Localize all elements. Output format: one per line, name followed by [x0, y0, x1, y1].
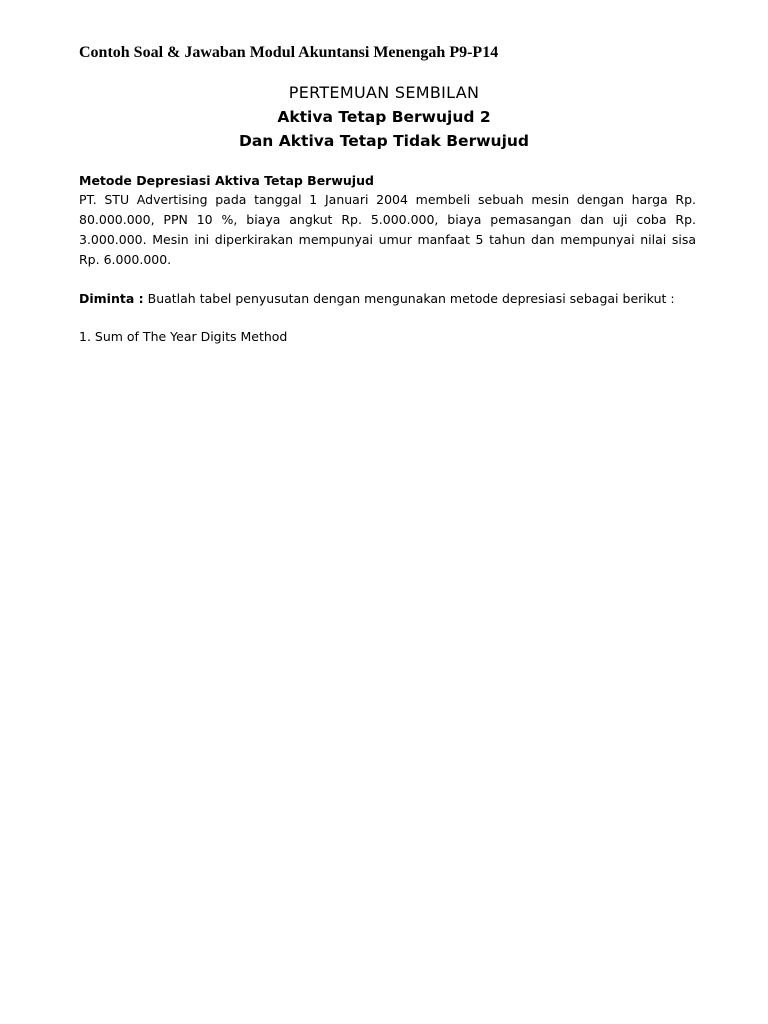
asked-label: Diminta :: [79, 291, 144, 306]
meeting-title: PERTEMUAN SEMBILAN: [288, 83, 480, 102]
subtitle-line-1: Aktiva Tetap Berwujud 2: [277, 108, 491, 126]
running-header: Contoh Soal & Jawaban Modul Akuntansi Menengah P9-P14: [79, 44, 499, 61]
asked-paragraph: [79, 289, 696, 309]
section-heading: Metode Depresiasi Aktiva Tetap Berwujud: [79, 173, 374, 188]
method-list-item: 1. Sum of The Year Digits Method: [79, 329, 288, 344]
subtitle-line-2: Dan Aktiva Tetap Tidak Berwujud: [238, 132, 530, 150]
asked-text: Buatlah tabel penyusutan dengan mengunakan metode depresiasi sebagai berikut :: [143, 291, 675, 306]
problem-paragraph: PT. STU Advertising pada tanggal 1 Januari 2004 membeli sebuah mesin dengan harga Rp. 80.000.000, PPN 10 %, biaya angkut Rp. 5.000.000, biaya pemasangan dan uji coba Rp. 3.000.000. Mesin ini diperkirakan mempunyai umur manfaat 5 tahun dan mempunyai nilai sisa Rp. 6.000.000.: [79, 192, 696, 267]
